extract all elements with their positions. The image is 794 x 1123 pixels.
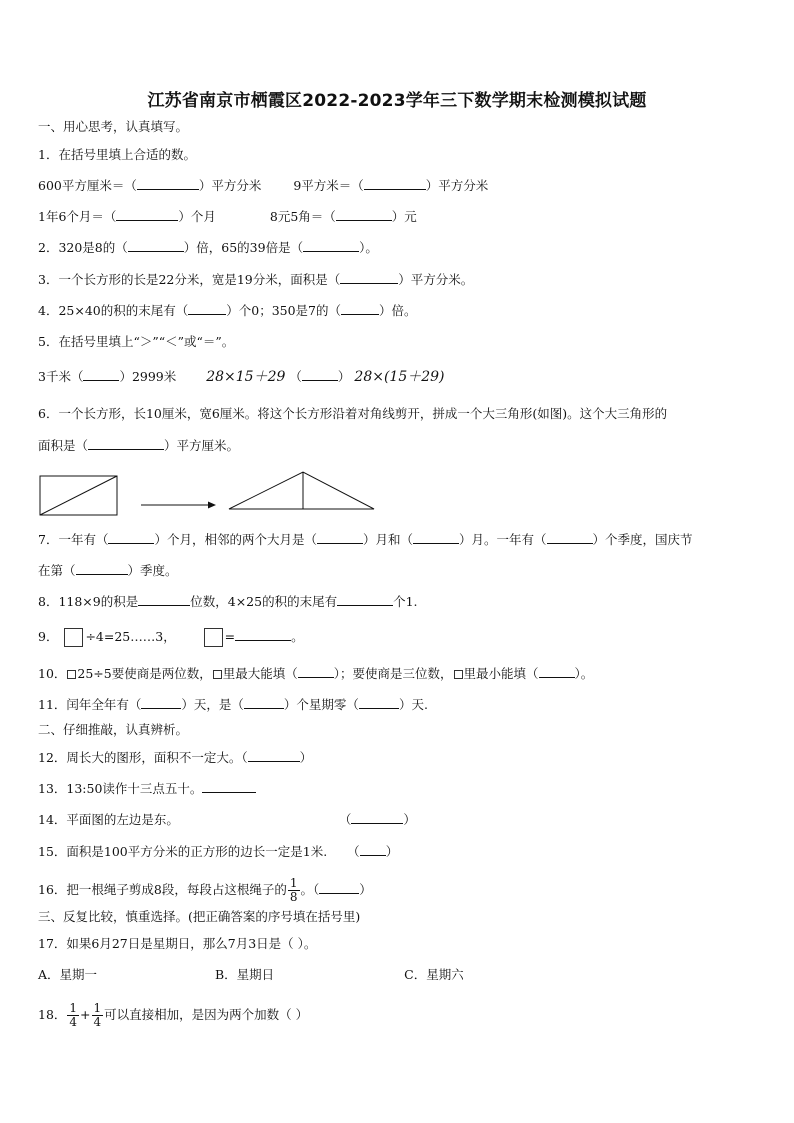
q4-text-a: 4．25×40的积的末尾有（ [38, 303, 189, 318]
blank[interactable] [302, 368, 338, 381]
q1-stem: 1．在括号里填上合适的数。 [38, 147, 196, 162]
q10 [38, 665, 593, 683]
blank[interactable] [340, 271, 398, 284]
q1-a1: 600平方厘米＝（ [38, 178, 137, 193]
q2-text-c: ）。 [359, 240, 378, 255]
diagonal-line [40, 476, 117, 515]
fraction-numerator: 1 [289, 876, 298, 890]
q16-text-a: 16．把一根绳子剪成8段，每段占这根绳子的 [38, 882, 287, 897]
blank[interactable] [138, 593, 190, 606]
q17-stem: 17．如果6月27日是星期日，那么7月3日是（ ）。 [38, 936, 317, 951]
answer-box[interactable] [64, 628, 83, 647]
q9-text-c: = [224, 629, 236, 644]
blank[interactable] [248, 749, 300, 762]
blank[interactable] [413, 531, 459, 544]
q4-text-b: ）个0；350是7的（ [226, 303, 342, 318]
page-title: 江苏省南京市栖霞区2022-2023学年三下数学期末检测模拟试题 [147, 91, 647, 111]
blank[interactable] [539, 665, 575, 678]
q10-text-c: 里最大能填（ [222, 666, 298, 681]
q10-text-d: ）；要使商是三位数， [333, 666, 453, 681]
answer-box[interactable] [204, 628, 223, 647]
q9-text-a: 9． [38, 629, 59, 644]
q2-text-a: 2．320是8的（ [38, 240, 128, 255]
q16-text-c: ） [359, 882, 372, 897]
fraction-numerator: 1 [69, 1001, 78, 1015]
q6-line2 [38, 437, 239, 455]
q18-text-a: 18． [38, 1007, 67, 1022]
fraction [67, 1002, 79, 1029]
q1-a4: 8元5角＝（ [269, 209, 336, 224]
plus-sign: + [80, 1007, 91, 1022]
fraction-denominator: 4 [69, 1015, 78, 1029]
q1-a2b: ）平方分米 [425, 178, 489, 193]
q1-a1b: ）平方分米 [198, 178, 262, 193]
q1-row2 [38, 208, 417, 226]
blank[interactable] [116, 208, 178, 221]
blank[interactable] [360, 843, 386, 856]
q11-text-c: ）个星期零（ [283, 697, 359, 712]
blank[interactable] [83, 368, 119, 381]
q16 [38, 877, 372, 904]
q3-text-b: ）平方分米。 [398, 272, 474, 287]
blank[interactable] [244, 696, 284, 709]
small-box-icon [454, 670, 463, 679]
blank[interactable] [88, 437, 164, 450]
q3-text-a: 3．一个长方形的长是22分米，宽是19分米，面积是（ [38, 272, 341, 287]
q5-text-c: （ [289, 369, 302, 384]
q1-a3: 1年6个月＝（ [38, 209, 117, 224]
blank[interactable] [141, 696, 181, 709]
blank[interactable] [76, 562, 128, 575]
blank[interactable] [341, 302, 379, 315]
q15-text-c: ） [385, 844, 399, 859]
q5-text-b: ）2999米 [119, 369, 177, 384]
q4-text-c: ）倍。 [379, 303, 417, 318]
blank[interactable] [351, 811, 403, 824]
q8-text-a: 8．118×9的积是 [38, 594, 139, 609]
blank[interactable] [337, 593, 393, 606]
option-a[interactable]: A．星期一 [38, 967, 98, 982]
q15-text-a: 15．面积是100平方分米的正方形的边长一定是1米. [38, 844, 328, 859]
fraction-denominator: 4 [93, 1015, 102, 1029]
fraction-numerator: 1 [93, 1001, 102, 1015]
q8-text-c: 个1. [393, 594, 418, 609]
q10-text-e: 里最小能填（ [463, 666, 539, 681]
q5-expr2: 28×(15＋29) [354, 369, 445, 385]
q11-text-b: ）天，是（ [181, 697, 244, 712]
q1-a4b: ）元 [391, 209, 417, 224]
blank[interactable] [298, 665, 334, 678]
q5-expr1: 28×15＋29 [206, 369, 286, 385]
blank[interactable] [235, 628, 291, 641]
q7-text-a: 7．一年有（ [38, 532, 109, 547]
q8 [38, 593, 418, 611]
q4 [38, 302, 417, 320]
q5-row [38, 368, 445, 386]
q6-figure [38, 468, 378, 518]
q9-text-d: 。 [291, 629, 304, 644]
blank[interactable] [128, 239, 184, 252]
blank[interactable] [108, 531, 154, 544]
section-3-heading: 三、反复比较，慎重选择。(把正确答案的序号填在括号里) [38, 909, 361, 924]
blank[interactable] [547, 531, 593, 544]
q9-text-b: ÷4=25……3， [85, 629, 176, 644]
q7-line1 [38, 531, 693, 549]
blank[interactable] [364, 177, 426, 190]
q11 [38, 696, 428, 714]
q14-text-b: （ [338, 812, 352, 827]
q18 [38, 1002, 308, 1029]
q11-text-a: 11．闰年全年有（ [38, 697, 142, 712]
option-b[interactable]: B．星期日 [215, 967, 275, 982]
q8-text-b: 位数，4×25的积的末尾有 [190, 594, 338, 609]
fraction [92, 1002, 104, 1029]
q1-row1 [38, 177, 488, 195]
q9 [38, 628, 304, 647]
q10-text-b: 25÷5要使商是两位数， [77, 666, 212, 681]
q7-text-d: ）月。一年有（ [458, 532, 547, 547]
q1-a3b: ）个月 [178, 209, 216, 224]
q7-line2 [38, 562, 178, 580]
q1-a2: 9平方米＝（ [293, 178, 364, 193]
q14-text-a: 14．平面图的左边是东。 [38, 812, 179, 827]
q5-text-a: 3千米（ [38, 369, 84, 384]
q12-text-a: 12．周长大的图形，面积不一定大。（ [38, 750, 248, 765]
q14 [38, 811, 416, 829]
q2-text-b: ）倍，65的39倍是（ [183, 240, 304, 255]
q12-text-b: ） [299, 750, 313, 765]
small-box-icon [67, 670, 76, 679]
q3 [38, 271, 473, 289]
option-c[interactable]: C．星期六 [404, 967, 464, 982]
q6-text-b: ）平方厘米。 [164, 438, 240, 453]
small-box-icon [213, 670, 222, 679]
q15-text-b: （ [347, 844, 360, 859]
q13-text-a: 13．13:50读作十三点五十。 [38, 781, 203, 796]
section-2-heading: 二、仔细推敲，认真辨析。 [38, 722, 189, 737]
q16-text-b: 。（ [300, 882, 320, 897]
q15 [38, 843, 398, 861]
q10-text-a: 10． [38, 666, 67, 681]
q17-options [38, 966, 464, 984]
q7-text-e: ）个季度，国庆节 [592, 532, 693, 547]
blank[interactable] [137, 177, 199, 190]
q18-text-b: 可以直接相加，是因为两个加数（ ） [104, 1007, 309, 1022]
fraction-denominator: 8 [289, 890, 298, 904]
blank[interactable] [336, 208, 392, 221]
q7-text-g: ）季度。 [127, 563, 178, 578]
q7-text-b: ）个月，相邻的两个大月是（ [154, 532, 317, 547]
q12 [38, 749, 312, 767]
blank[interactable] [319, 881, 359, 894]
q5-text-d: ） [337, 369, 351, 384]
blank[interactable] [317, 531, 363, 544]
blank[interactable] [359, 696, 399, 709]
section-1-heading: 一、用心思考，认真填写。 [38, 119, 189, 134]
blank[interactable] [303, 239, 359, 252]
fraction [288, 877, 300, 904]
q5-stem: 5．在括号里填上“＞”“＜”或“＝”。 [38, 334, 235, 349]
blank[interactable] [202, 780, 256, 793]
q6-line1: 6．一个长方形，长10厘米，宽6厘米。将这个长方形沿着对角线剪开，拼成一个大三角形(如图)。这个大三角形的 [38, 406, 668, 421]
blank[interactable] [188, 302, 226, 315]
triangle-shape [229, 472, 374, 509]
arrow-head-icon [208, 502, 216, 509]
q7-text-c: ）月和（ [362, 532, 413, 547]
q6-text-a: 面积是（ [38, 438, 89, 453]
q11-text-d: ）天. [398, 697, 428, 712]
q13 [38, 780, 256, 798]
q2 [38, 239, 378, 257]
q7-text-f: 在第（ [38, 563, 76, 578]
q14-text-c: ） [403, 812, 416, 827]
q10-text-f: ）。 [574, 666, 594, 681]
